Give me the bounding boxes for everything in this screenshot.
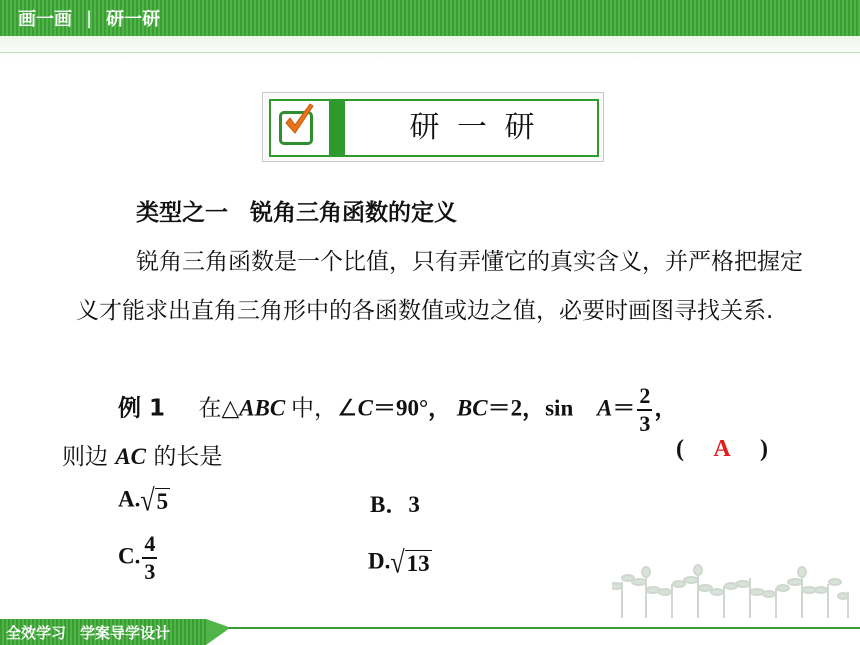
angle-c-value: ＝90°， xyxy=(372,395,452,421)
option-a-radicand: 5 xyxy=(156,489,169,514)
paragraph-text: 锐角三角函数是一个比值，只有弄懂它的真实含义，并严格把握定义才能求出直角三角形中的各函数值或边之值，必要时画图寻找关系. xyxy=(76,249,803,324)
option-b-value: 3 xyxy=(408,492,420,517)
option-c[interactable] xyxy=(118,533,159,583)
banner-frame xyxy=(269,99,599,157)
top-bar-line xyxy=(0,52,860,53)
footer xyxy=(0,619,860,645)
question-prefix: 则边 xyxy=(62,444,108,470)
sqrt-symbol: √13 xyxy=(390,545,430,580)
side-ac: AC xyxy=(115,444,146,469)
breadcrumb xyxy=(18,6,160,30)
footer-brand: 全效学习 xyxy=(6,624,67,642)
example-text-mid: 中，∠ xyxy=(291,395,358,422)
footer-subtitle: 学案导学设计 xyxy=(80,624,171,642)
top-bar-shade xyxy=(0,36,860,60)
heading-prefix: 类型之一 xyxy=(136,200,228,226)
intro-paragraph xyxy=(76,238,816,336)
fraction-denominator: 3 xyxy=(639,411,651,436)
option-c-numerator: 4 xyxy=(142,533,157,559)
answer-value: A xyxy=(713,436,731,462)
option-b-label: B． xyxy=(370,492,409,517)
option-d-radicand: 13 xyxy=(406,551,430,576)
footer-text xyxy=(6,622,170,643)
answer-blank xyxy=(676,436,768,463)
option-a[interactable] xyxy=(118,483,170,518)
example-text-in: 在△ xyxy=(198,395,240,422)
banner-title: 研 一 研 xyxy=(409,110,539,145)
question-suffix: 的长是 xyxy=(153,444,223,470)
fraction-numerator: 2 xyxy=(637,385,652,411)
checkmark-icon xyxy=(283,103,315,139)
section-banner xyxy=(262,92,604,162)
sin-fraction xyxy=(637,385,652,435)
nav-separator: | xyxy=(86,7,93,29)
banner-accent-bar xyxy=(329,101,345,155)
paren-open: ( xyxy=(676,436,684,462)
nav-item-draw[interactable]: 画一画 xyxy=(18,9,72,30)
heading-title: 锐角三角函数的定义 xyxy=(250,200,457,226)
triangle-name: ABC xyxy=(239,395,286,421)
option-c-label: C. xyxy=(118,543,141,569)
footer-arrow xyxy=(206,619,228,645)
plant-decoration-icon xyxy=(612,562,852,618)
example-label: 例 1 xyxy=(118,395,166,422)
footer-line xyxy=(206,627,860,629)
example-end: ， xyxy=(654,395,678,421)
sqrt-symbol: √5 xyxy=(140,483,169,518)
option-d-label: D. xyxy=(368,548,391,574)
angle-a: A xyxy=(597,395,613,421)
section-heading xyxy=(136,194,457,227)
side-bc: BC xyxy=(456,395,488,421)
equals-sign: ＝ xyxy=(612,395,636,421)
side-bc-value: ＝2，sin xyxy=(487,395,574,421)
option-a-label: A. xyxy=(118,486,141,512)
option-c-fraction xyxy=(142,533,157,583)
paren-close: ) xyxy=(760,436,768,462)
option-d[interactable] xyxy=(368,545,432,580)
nav-item-study[interactable]: 研一研 xyxy=(106,9,161,30)
example-line xyxy=(118,385,677,435)
angle-c: C xyxy=(357,395,373,421)
option-b[interactable] xyxy=(370,486,420,519)
option-c-denominator: 3 xyxy=(144,559,156,584)
question-line xyxy=(62,438,222,471)
